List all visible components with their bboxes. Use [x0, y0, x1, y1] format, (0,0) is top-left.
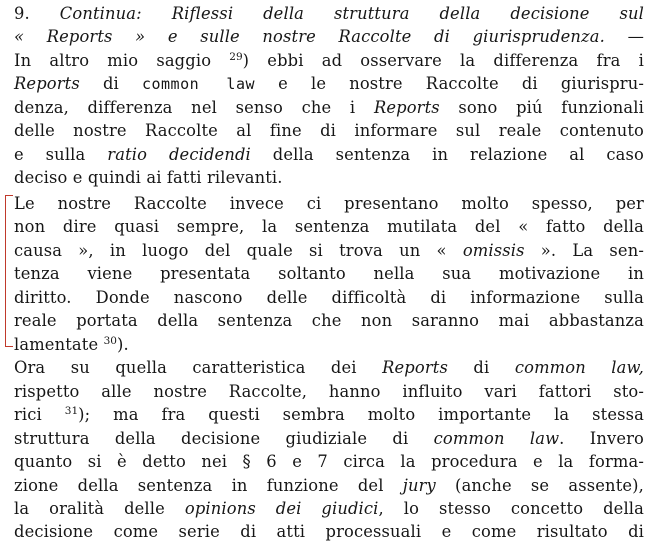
text-segment: In altro mio saggio [14, 51, 230, 70]
text-segment: Reports [373, 98, 440, 117]
text-segment: jury [402, 476, 436, 495]
text-line [14, 167, 644, 189]
text-segment: opinions dei giudici [184, 499, 379, 518]
text-segment: « Reports » e sulle nostre Raccolte di giurisprudenza. [14, 27, 605, 46]
text-segment: decisione come serie di atti processuali e come risultato di [14, 522, 644, 541]
text-segment: sono piú funzionali [439, 98, 645, 117]
text-segment: reale portata della sentenza che non saranno mai abbastanza [14, 311, 644, 330]
text-segment: deciso e quindi ai fatti rilevanti. [14, 168, 283, 187]
text-line [14, 73, 644, 95]
text-line [14, 310, 644, 332]
text-line [14, 263, 644, 285]
text-line [14, 451, 644, 473]
text-segment: ). [116, 335, 129, 354]
text-segment: lamentate [14, 335, 104, 354]
text-line [14, 97, 644, 119]
footnote-ref: 29 [229, 51, 243, 63]
text-line [14, 287, 644, 309]
footnote-ref: 31 [64, 405, 79, 417]
text-segment: ratio decidendi [107, 145, 251, 164]
text-segment: denza, differenza nel senso che i [14, 98, 374, 117]
text-segment: di [79, 74, 142, 93]
text-segment: delle nostre Raccolte al fine di informare sul reale contenuto [14, 121, 644, 140]
text-line [14, 120, 644, 142]
text-line [14, 50, 644, 72]
text-segment: , lo stesso concetto della [378, 499, 645, 518]
text-segment: ) ebbi ad osservare la differenza fra i [242, 51, 644, 70]
text-segment: omissis [462, 241, 525, 260]
text-segment: 9. [14, 4, 60, 23]
text-segment: ». La sen- [524, 241, 644, 260]
text-segment: Reports [382, 358, 448, 377]
text-segment: di [447, 358, 515, 377]
text-line [14, 26, 644, 48]
text-line [14, 475, 644, 497]
text-segment: zione della sentenza in funzione del [14, 476, 403, 495]
text-segment: Le nostre Raccolte invece ci presentano molto spesso, per [14, 194, 644, 213]
text-segment: Reports [14, 74, 80, 93]
text-line [14, 334, 644, 356]
text-segment: struttura della decisione giudiziale di [14, 429, 434, 448]
text-segment: common law, [514, 358, 644, 377]
text-segment: la oralità delle [14, 499, 185, 518]
text-line [14, 240, 644, 262]
text-line [14, 3, 644, 25]
text-segment: — [604, 27, 644, 46]
text-line [14, 498, 644, 520]
text-segment: quanto si è detto nei § 6 e 7 circa la procedura e la forma- [14, 452, 644, 471]
text-segment: Continua: Riflessi della struttura della decisione sul [59, 4, 644, 23]
text-segment: (anche se assente), [435, 476, 645, 495]
text-line [14, 428, 644, 450]
text-segment: Ora su quella caratteristica dei [14, 358, 383, 377]
text-segment: ); ma fra questi sembra molto importante la stessa [78, 405, 644, 424]
text-segment: rici [14, 405, 65, 424]
text-line [14, 144, 644, 166]
text-segment: diritto. Donde nascono delle difficoltà di informazione sulla [14, 288, 644, 307]
text-segment: tenza viene presentata soltanto nella sua motivazione in [14, 264, 644, 283]
text-segment: causa », in luogo del quale si trova un « [14, 241, 463, 260]
text-segment: e sulla [14, 145, 108, 164]
text-segment: e le nostre Raccolte di giurispru- [255, 74, 644, 93]
text-line [14, 381, 644, 403]
text-segment: rispetto alle nostre Raccolte, hanno influito vari fattori sto- [14, 382, 644, 401]
text-line [14, 193, 644, 215]
footnote-ref: 30 [103, 335, 117, 347]
text-line [14, 521, 644, 543]
text-line [14, 357, 644, 379]
margin-bracket-mark [5, 195, 13, 347]
text-line [14, 404, 644, 426]
text-segment: common law [433, 429, 560, 448]
text-segment: non dire quasi sempre, la sentenza mutilata del « fatto della [14, 217, 644, 236]
text-segment: . Invero [559, 429, 644, 448]
text-segment: della sentenza in relazione al caso [250, 145, 644, 164]
text-line [14, 216, 644, 238]
text-segment: common law [141, 75, 256, 93]
